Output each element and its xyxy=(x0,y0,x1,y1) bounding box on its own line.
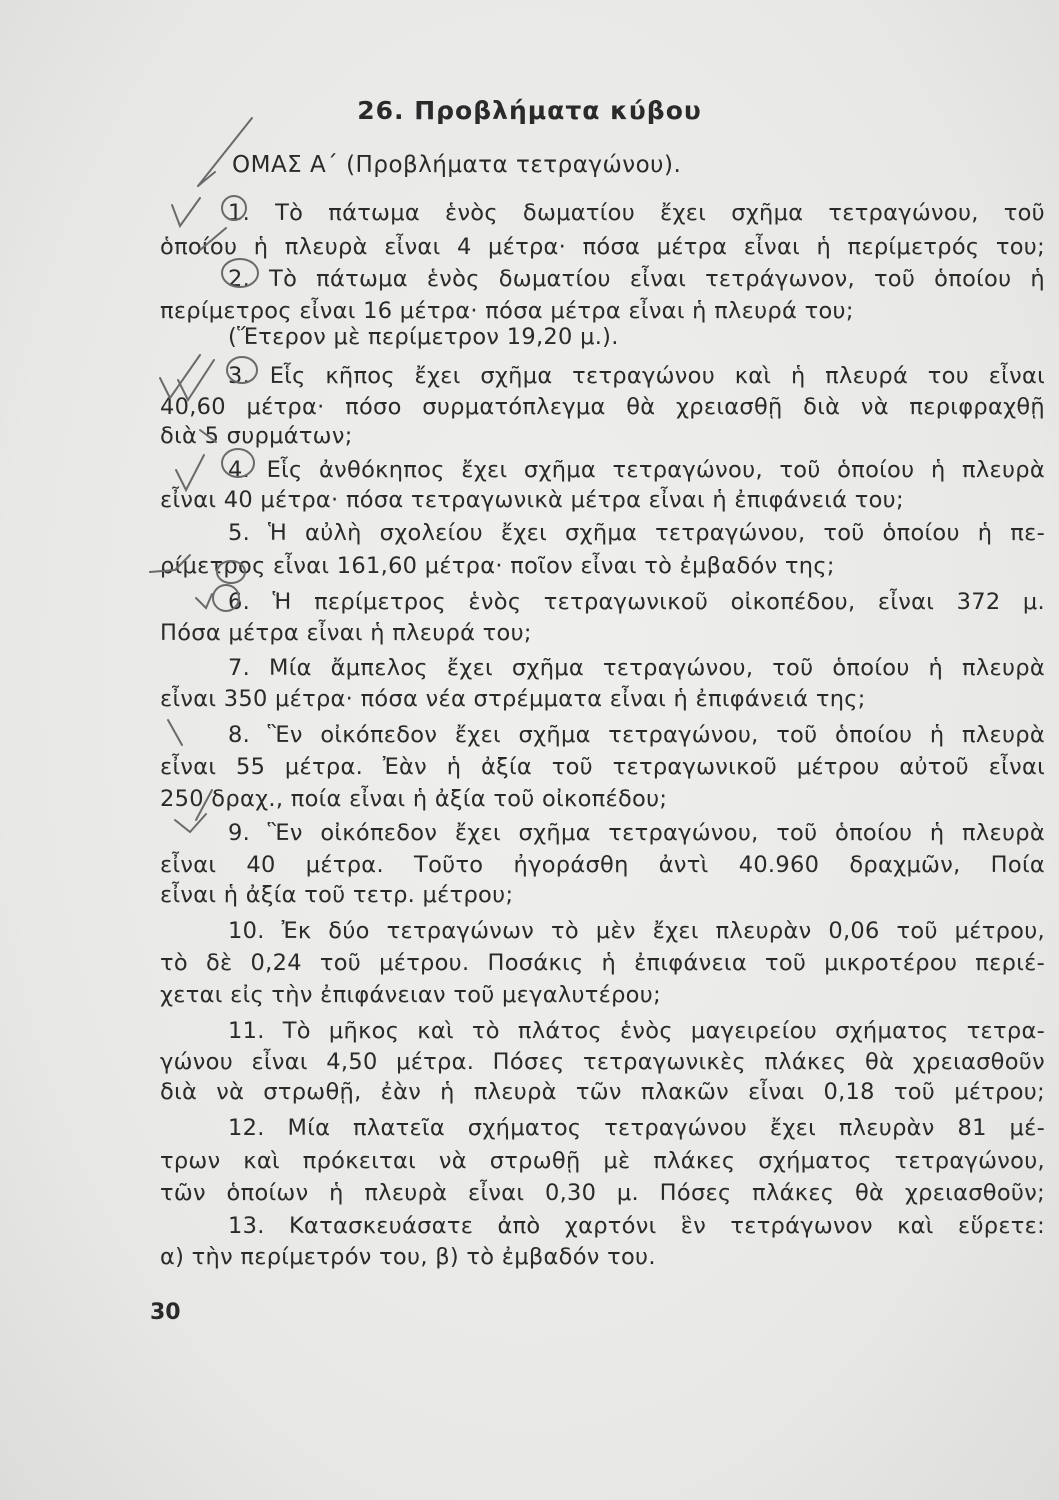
text-line: γώνου εἶναι 4,50 μέτρα. Πόσες τετραγωνικὲς πλάκες θὰ χρειασθοῦν xyxy=(160,1049,1045,1075)
text-line: διὰ 5 συρμάτων; xyxy=(160,423,353,449)
text-line: ὁποίου ἡ πλευρὰ εἶναι 4 μέτρα· πόσα μέτρα εἶναι ἡ περίμετρός του; xyxy=(160,234,1045,260)
text-line: τὸ δὲ 0,24 τοῦ μέτρου. Ποσάκις ἡ ἐπιφάνεια τοῦ μικροτέρου περιέ- xyxy=(160,950,1045,976)
text-line: περίμετρος εἶναι 16 μέτρα· πόσα μέτρα εἶναι ἡ πλευρά του; xyxy=(160,298,854,324)
circle-mark-icon xyxy=(217,561,245,583)
text-line: 11. Τὸ μῆκος καὶ τὸ πλάτος ἑνὸς μαγειρείου σχήματος τετρα- xyxy=(228,1018,1045,1044)
text-line: τῶν ὁποίων ἡ πλευρὰ εἶναι 0,30 μ. Πόσες πλάκες θὰ χρειασθοῦν; xyxy=(160,1180,1045,1206)
text-line: 8. Ἓν οἰκόπεδον ἔχει σχῆμα τετραγώνου, τοῦ ὁποίου ἡ πλευρὰ xyxy=(228,722,1045,748)
text-line: 250 δραχ., ποία εἶναι ἡ ἀξία τοῦ οἰκοπέδου; xyxy=(160,786,668,812)
pencil-stroke-icon xyxy=(200,228,226,250)
text-line: ρίμετρος εἶναι 161,60 μέτρα· ποῖον εἶναι τὸ ἐμβαδόν της; xyxy=(160,553,835,579)
circle-mark-icon xyxy=(227,357,257,383)
text-line: (Ἕτερον μὲ περίμετρον 19,20 μ.). xyxy=(228,324,619,350)
text-line: 4. Εἷς ἀνθόκηπος ἔχει σχῆμα τετραγώνου, τοῦ ὁποίου ἡ πλευρὰ xyxy=(228,457,1045,483)
text-line: εἶναι 350 μέτρα· πόσα νέα στρέμματα εἶναι ἡ ἐπιφάνειά της; xyxy=(160,686,866,712)
text-line: εἶναι 55 μέτρα. Ἐὰν ἡ ἀξία τοῦ τετραγωνικοῦ μέτρου αὐτοῦ εἶναι xyxy=(160,754,1045,780)
text-line: 1. Τὸ πάτωμα ἑνὸς δωματίου ἔχει σχῆμα τετραγώνου, τοῦ xyxy=(228,200,1045,226)
text-line: 10. Ἐκ δύο τετραγώνων τὸ μὲν ἔχει πλευρὰν 0,06 τοῦ μέτρου, xyxy=(228,918,1045,944)
text-line: 7. Μία ἄμπελος ἔχει σχῆμα τετραγώνου, τοῦ ὁποίου ἡ πλευρὰ xyxy=(228,655,1045,681)
page-number: 30 xyxy=(150,1300,181,1325)
check-mark-icon xyxy=(196,594,212,608)
text-line: 6. Ἡ περίμετρος ἑνὸς τετραγωνικοῦ οἰκοπέδου, εἶναι 372 μ. xyxy=(228,589,1045,615)
circle-mark-icon xyxy=(222,259,258,287)
group-heading: ΟΜΑΣ Α΄ (Προβλήματα τετραγώνου). xyxy=(232,152,682,178)
circle-mark-icon xyxy=(213,585,239,611)
check-mark-icon xyxy=(175,814,206,832)
check-mark-icon xyxy=(176,455,204,490)
text-line: 3. Εἷς κῆπος ἔχει σχῆμα τετραγώνου καὶ ἡ πλευρά του εἶναι xyxy=(228,363,1045,389)
pencil-stroke-icon xyxy=(150,555,190,572)
pencil-stroke-icon xyxy=(198,118,252,186)
pencil-stroke-icon xyxy=(168,720,182,745)
text-line: Πόσα μέτρα εἶναι ἡ πλευρά του; xyxy=(160,620,532,646)
pencil-stroke-icon xyxy=(200,430,216,442)
text-line: 2. Τὸ πάτωμα ἑνὸς δωματίου εἶναι τετράγωνον, τοῦ ὁποίου ἡ xyxy=(228,266,1045,292)
text-line: 12. Μία πλατεῖα σχήματος τετραγώνου ἔχει πλευρὰν 81 μέ- xyxy=(228,1115,1045,1141)
text-line: α) τὴν περίμετρόν του, β) τὸ ἐμβαδόν του. xyxy=(160,1244,656,1270)
check-mark-icon xyxy=(172,198,200,226)
text-line: 9. Ἓν οἰκόπεδον ἔχει σχῆμα τετραγώνου, τοῦ ὁποίου ἡ πλευρὰ xyxy=(228,820,1045,846)
circle-mark-icon xyxy=(222,196,246,220)
text-line: 5. Ἡ αὐλὴ σχολείου ἔχει σχῆμα τετραγώνου, τοῦ ὁποίου ἡ πε- xyxy=(228,520,1045,546)
text-line: 13. Κατασκευάσατε ἀπὸ χαρτόνι ἓν τετράγωνον καὶ εὕρετε: xyxy=(228,1213,1045,1239)
text-line: εἶναι ἡ ἀξία τοῦ τετρ. μέτρου; xyxy=(160,882,514,908)
text-line: χεται εἰς τὴν ἐπιφάνειαν τοῦ μεγαλυτέρου; xyxy=(160,982,661,1008)
text-line: 40,60 μέτρα· πόσο συρματόπλεγμα θὰ χρειασθῇ διὰ νὰ περιφραχθῇ xyxy=(160,394,1045,420)
text-line: εἶναι 40 μέτρα· πόσα τετραγωνικὰ μέτρα εἶναι ἡ ἐπιφάνειά του; xyxy=(160,487,904,513)
text-line: τρων καὶ πρόκειται νὰ στρωθῇ μὲ πλάκες σχήματος τετραγώνου, xyxy=(160,1148,1045,1174)
circle-mark-icon xyxy=(222,449,254,477)
text-line: εἶναι 40 μέτρα. Τοῦτο ἠγοράσθη ἀντὶ 40.960 δραχμῶν, Ποία xyxy=(160,852,1045,878)
text-line: διὰ νὰ στρωθῇ, ἐὰν ἡ πλευρὰ τῶν πλακῶν εἶναι 0,18 τοῦ μέτρου; xyxy=(160,1079,1045,1105)
page-title: 26. Προβλήματα κύβου xyxy=(357,96,702,125)
